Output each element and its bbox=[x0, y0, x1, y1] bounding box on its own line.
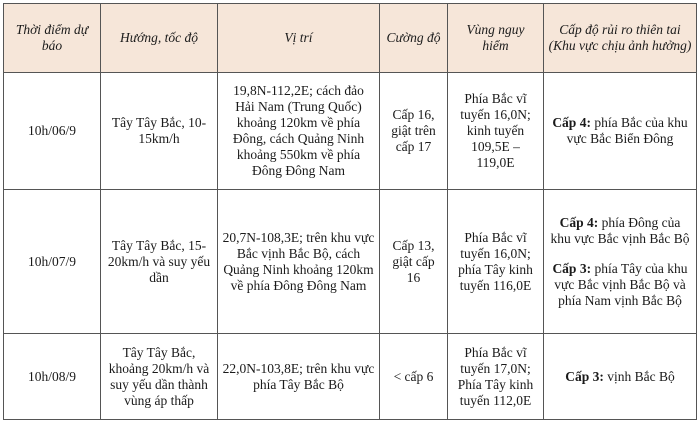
table-header-row bbox=[4, 4, 697, 73]
risk-entry bbox=[548, 215, 692, 247]
cell-intensity: Cấp 16, giật trên cấp 17 bbox=[380, 73, 448, 190]
cell-position: 22,0N-103,8E; trên khu vực phía Tây Bắc Bộ bbox=[218, 334, 380, 420]
cell-danger-zone: Phía Bắc vĩ tuyến 16,0N; kinh tuyến 109,5E – 119,0E bbox=[448, 73, 544, 190]
risk-area: vịnh Bắc Bộ bbox=[603, 368, 675, 384]
risk-level: Cấp 4: bbox=[559, 214, 599, 230]
table-row bbox=[4, 73, 697, 190]
risk-level: Cấp 3: bbox=[552, 260, 592, 276]
cell-danger-zone: Phía Bắc vĩ tuyến 16,0N; phía Tây kinh tuyến 116,0E bbox=[448, 190, 544, 334]
risk-level: Cấp 4: bbox=[552, 115, 591, 130]
table-row bbox=[4, 334, 697, 420]
cell-danger-zone: Phía Bắc vĩ tuyến 17,0N; Phía Tây kinh tuyến 112,0E bbox=[448, 334, 544, 420]
risk-entry bbox=[548, 115, 692, 147]
cell-time: 10h/06/9 bbox=[4, 73, 101, 190]
header-position: Vị trí bbox=[218, 4, 380, 73]
cell-direction: Tây Tây Bắc, 10-15km/h bbox=[101, 73, 218, 190]
header-intensity: Cường độ bbox=[380, 4, 448, 73]
risk-area: phía Bắc của khu vực Bắc Biển Đông bbox=[566, 115, 688, 146]
cell-time: 10h/08/9 bbox=[4, 334, 101, 420]
header-direction-speed: Hướng, tốc độ bbox=[101, 4, 218, 73]
risk-level: Cấp 3: bbox=[565, 368, 604, 384]
cell-direction: Tây Tây Bắc, 15-20km/h và suy yếu dần bbox=[101, 190, 218, 334]
cell-direction: Tây Tây Bắc, khoảng 20km/h và suy yếu dần thành vùng áp thấp bbox=[101, 334, 218, 420]
risk-entry bbox=[548, 369, 692, 385]
cell-time: 10h/07/9 bbox=[4, 190, 101, 334]
risk-entry bbox=[548, 261, 692, 309]
cell-intensity: Cấp 13, giật cấp 16 bbox=[380, 190, 448, 334]
cell-risk bbox=[544, 190, 697, 334]
cell-position: 19,8N-112,2E; cách đảo Hải Nam (Trung Quốc) khoảng 120km về phía Đông, cách Quảng Ninh khoảng 550km về phía Đông Đông Nam bbox=[218, 73, 380, 190]
header-risk-level: Cấp độ rủi ro thiên tai (Khu vực chịu ảnh hưởng) bbox=[544, 4, 697, 73]
header-danger-zone: Vùng nguy hiểm bbox=[448, 4, 544, 73]
risk-area: phía Đông của khu vực Bắc vịnh Bắc Bộ bbox=[550, 214, 690, 246]
risk-area: phía Tây của khu vực Bắc vịnh Bắc Bộ và phía Nam vịnh Bắc Bộ bbox=[554, 260, 688, 308]
table-row bbox=[4, 190, 697, 334]
forecast-table bbox=[3, 3, 697, 420]
cell-risk bbox=[544, 334, 697, 420]
cell-intensity: < cấp 6 bbox=[380, 334, 448, 420]
header-forecast-time: Thời điểm dự báo bbox=[4, 4, 101, 73]
cell-risk bbox=[544, 73, 697, 190]
cell-position: 20,7N-108,3E; trên khu vực Bắc vịnh Bắc Bộ, cách Quảng Ninh khoảng 120km về phía Đông Đông Nam bbox=[218, 190, 380, 334]
